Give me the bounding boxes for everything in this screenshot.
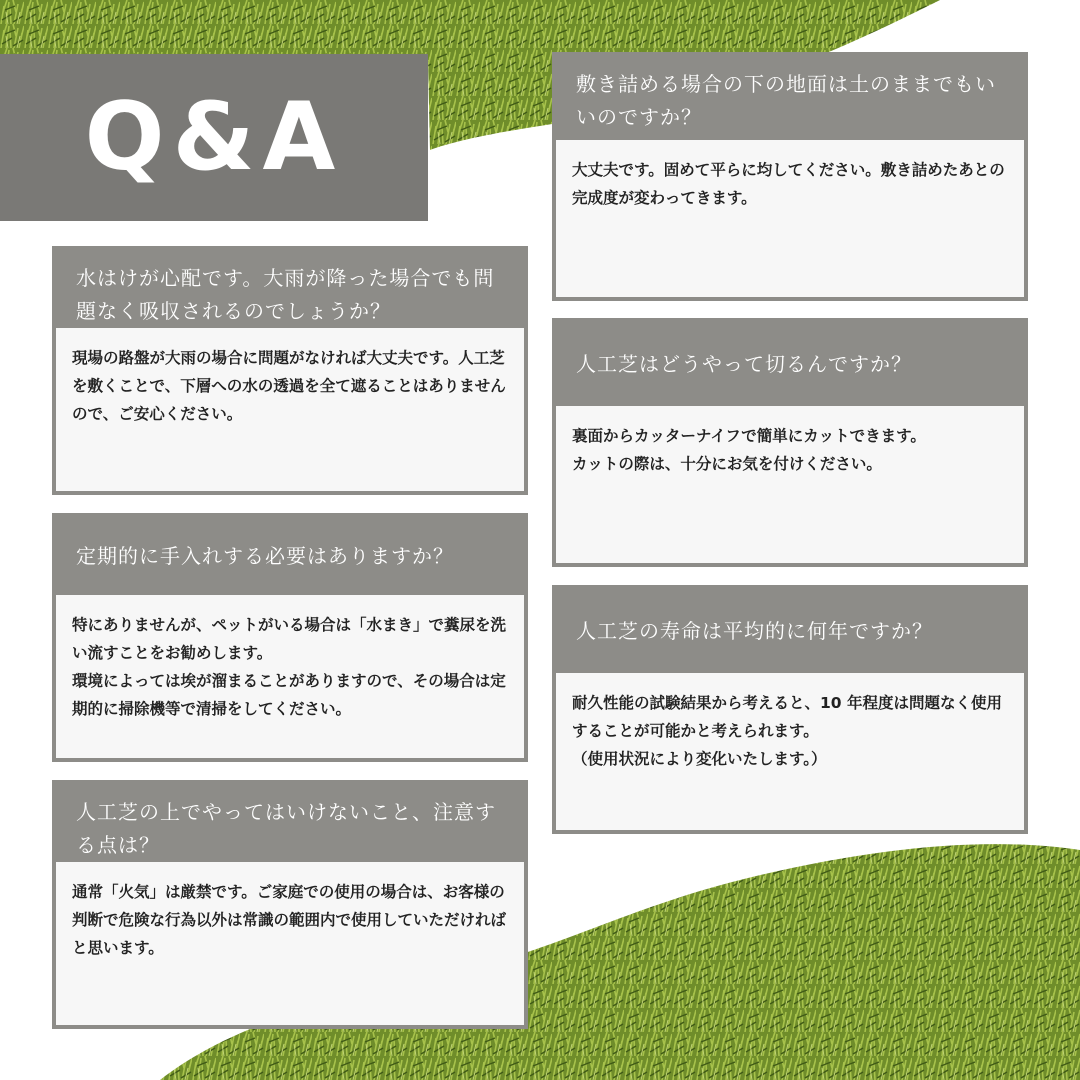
faq-card-drainage xyxy=(52,246,528,495)
faq-card-cautions xyxy=(52,780,528,1029)
faq-answer: 耐久性能の試験結果から考えると、10 年程度は問題なく使用することが可能かと考えられます。 （使用状況により変化いたします。） xyxy=(556,673,1024,830)
faq-answer: 通常「火気」は厳禁です。ご家庭での使用の場合は、お客様の判断で危険な行為以外は常識の範囲内で使用していただければと思います。 xyxy=(56,862,524,1025)
faq-answer: 大丈夫です。固めて平らに均してください。敷き詰めたあとの完成度が変わってきます。 xyxy=(556,140,1024,297)
faq-answer: 現場の路盤が大雨の場合に問題がなければ大丈夫です。人工芝を敷くことで、下層への水の透過を全て遮ることはありませんので、ご安心ください。 xyxy=(56,328,524,491)
faq-question: 定期的に手入れする必要はありますか？ xyxy=(76,543,454,568)
faq-card-cutting xyxy=(552,318,1028,567)
faq-question: 水はけが心配です。大雨が降った場合でも問題なく吸収されるのでしょうか？ xyxy=(76,266,495,323)
faq-answer: 裏面からカッターナイフで簡単にカットできます。 カットの際は、十分にお気を付けください。 xyxy=(556,406,1024,563)
faq-question: 人工芝の上でやってはいけないこと、注意する点は？ xyxy=(76,800,496,857)
faq-question: 敷き詰める場合の下の地面は土のままでもいいのですか？ xyxy=(576,72,996,129)
faq-card-lifespan xyxy=(552,585,1028,834)
qa-title-block xyxy=(0,54,428,221)
page-title: Q&A xyxy=(84,82,344,192)
faq-answer: 特にありませんが、ペットがいる場合は「水まき」で糞尿を洗い流すことをお勧めします。 環境によっては埃が溜まることがありますので、その場合は定期的に掃除機等で清掃をしてください。 xyxy=(56,595,524,758)
faq-card-maintenance xyxy=(52,513,528,762)
faq-question: 人工芝はどうやって切るんですか？ xyxy=(576,351,912,376)
faq-question: 人工芝の寿命は平均的に何年ですか？ xyxy=(576,618,933,643)
faq-card-ground xyxy=(552,52,1028,301)
